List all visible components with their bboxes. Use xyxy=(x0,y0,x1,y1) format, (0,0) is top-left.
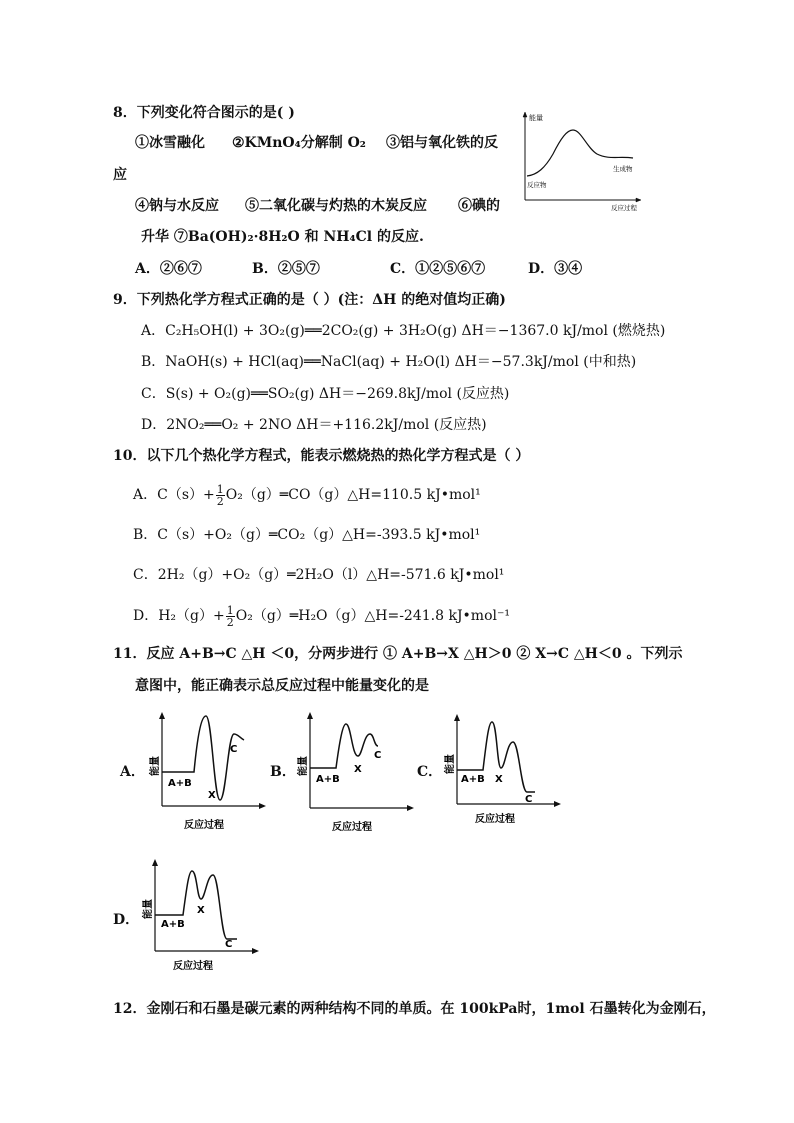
q11-graph-d xyxy=(133,855,263,980)
q8-option-d: D．③④ xyxy=(528,261,583,277)
q11-stem-line2: 意图中，能正确表示总反应过程中能量变化的是 xyxy=(135,678,429,694)
q11b-end: C xyxy=(374,750,382,761)
q8-item-5: ⑤二氧化碳与灼热的木炭反应 xyxy=(245,198,427,214)
q8-option-c: C．①②⑤⑥⑦ xyxy=(390,261,486,277)
q11-label-d: D． xyxy=(113,912,140,928)
q11d-end: C xyxy=(225,939,233,950)
one-half-fraction: $\frac{1}{2}$ xyxy=(226,603,234,629)
q12-stem: 12．金刚石和石墨是碳元素的两种结构不同的单质。在 100kPa时，1mol 石墨转化为金刚石， xyxy=(113,1001,716,1017)
q8-item-6-cont: 升华 ⑦Ba(OH)₂·8H₂O 和 NH₄Cl 的反应. xyxy=(141,229,424,245)
q11a-mid: X xyxy=(208,790,216,801)
q11c-xlabel: 反应过程 xyxy=(475,814,515,825)
q11-graph-a xyxy=(140,710,270,835)
q11-graph-c xyxy=(435,710,565,835)
q11d-xlabel: 反应过程 xyxy=(173,961,213,972)
q8-option-a: A．②⑥⑦ xyxy=(135,261,202,277)
q8-option-b: B．②⑤⑦ xyxy=(252,261,320,277)
q9-option-c: C．S(s) + O₂(g)══SO₂(g) ΔH＝−269.8kJ/mol (反应热) xyxy=(141,386,510,402)
q11-stem-line1: 11．反应 A+B→C △H ＜0，分两步进行 ① A+B→X △H＞0 ② X→C △H＜0 。下列示 xyxy=(113,646,683,662)
q9-option-b: B．NaOH(s) + HCl(aq)══NaCl(aq) + H₂O(l) ΔH＝−57.3kJ/mol (中和热) xyxy=(141,354,637,370)
q11c-end: C xyxy=(525,794,533,805)
q10-stem: 10．以下几个热化学方程式，能表示燃烧热的热化学方程式是（ ） xyxy=(113,448,530,464)
q10-option-b: B．C（s）+O₂（g）═CO₂（g）△H=-393.5 kJ•mol¹ xyxy=(133,527,481,543)
q11b-start: A+B xyxy=(316,774,340,785)
q8-item-2: ②KMnO₄分解制 O₂ xyxy=(232,135,366,151)
q10-option-a-post: O₂（g）═CO（g）△H=110.5 kJ•mol¹ xyxy=(225,487,481,503)
q11b-mid: X xyxy=(354,764,362,775)
one-half-fraction: $\frac{1}{2}$ xyxy=(216,482,224,508)
q10-option-d-post: O₂（g）═H₂O（g）△H=-241.8 kJ•mol⁻¹ xyxy=(235,608,510,624)
q11d-ylabel: 能量 xyxy=(143,899,154,919)
q8-energy-figure xyxy=(515,108,645,214)
q10-option-a xyxy=(133,482,481,508)
q10-option-d xyxy=(133,603,510,629)
q10-option-d-pre: D．H₂（g）+ xyxy=(133,608,225,624)
q11b-ylabel: 能量 xyxy=(298,756,309,776)
q11c-start: A+B xyxy=(461,774,485,785)
q8-item-4: ④钠与水反应 xyxy=(135,198,219,214)
q11c-mid: X xyxy=(495,774,503,785)
q8-fig-product: 生成物 xyxy=(613,165,633,173)
q9-option-a: A．C₂H₅OH(l) + 3O₂(g)══2CO₂(g) + 3H₂O(g) ΔH＝−1367.0 kJ/mol (燃烧热) xyxy=(141,323,666,339)
q8-fig-ylabel: 能量 xyxy=(529,114,543,122)
q8-item-3: ③铝与氧化铁的反 xyxy=(386,135,498,151)
q8-item-3-cont: 应 xyxy=(113,167,127,183)
q10-option-c: C．2H₂（g）+O₂（g）═2H₂O（l）△H=-571.6 kJ•mol¹ xyxy=(133,567,505,583)
q11b-xlabel: 反应过程 xyxy=(332,822,372,833)
q11d-mid: X xyxy=(197,905,205,916)
q9-stem: 9．下列热化学方程式正确的是（ ）(注：ΔH 的绝对值均正确) xyxy=(113,292,506,308)
q11d-start: A+B xyxy=(161,919,185,930)
q11c-ylabel: 能量 xyxy=(445,754,456,774)
q8-fig-reactant: 反应物 xyxy=(527,181,547,189)
q11a-end: C xyxy=(230,744,238,755)
q11-graph-b xyxy=(288,710,418,835)
q11-label-a: A． xyxy=(120,764,145,780)
q11a-xlabel: 反应过程 xyxy=(184,820,224,831)
q11-label-c: C． xyxy=(417,764,443,780)
q10-option-a-pre: A．C（s）+ xyxy=(133,487,215,503)
q9-option-d: D．2NO₂══O₂ + 2NO ΔH＝+116.2kJ/mol (反应热) xyxy=(141,417,487,433)
q8-fig-xlabel: 反应过程 xyxy=(611,204,637,212)
q8-item-1: ①冰雪融化 xyxy=(135,135,205,151)
q8-stem: 8．下列变化符合图示的是( ) xyxy=(113,105,295,121)
q11a-ylabel: 能量 xyxy=(150,756,161,776)
q11-label-b: B． xyxy=(270,764,296,780)
q8-item-6: ⑥碘的 xyxy=(458,198,500,214)
q11a-start: A+B xyxy=(168,778,192,789)
